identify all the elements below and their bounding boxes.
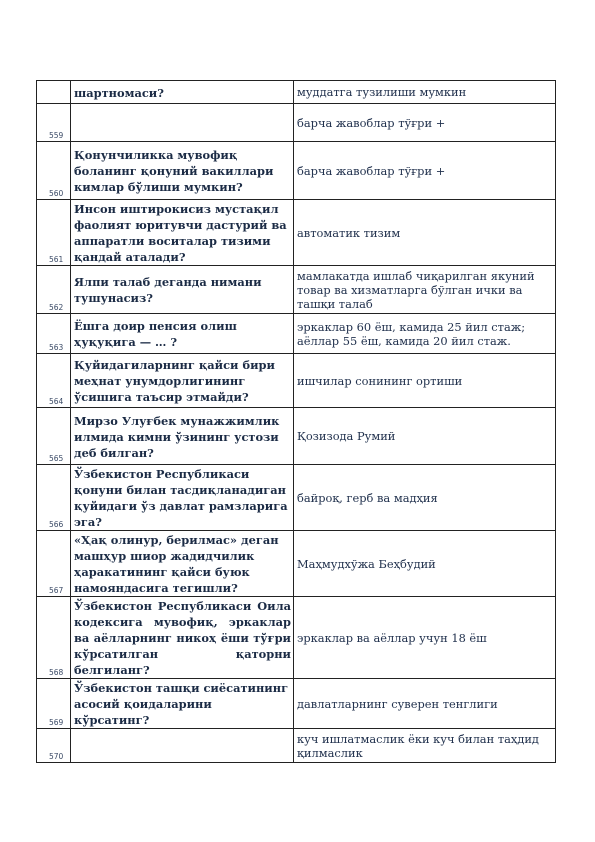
table-row <box>37 314 556 354</box>
question-cell: Инсон иштирокисиз мустақил фаолият юритувчи дастурий ва аппаратли воситалар тизими қандай аталади? <box>71 200 294 266</box>
answer-cell: муддатга тузилиши мумкин <box>294 81 556 104</box>
answer-cell: барча жавоблар тўғри + <box>294 104 556 142</box>
table-row <box>37 142 556 200</box>
row-number: 569 <box>37 679 71 729</box>
table-row <box>37 531 556 597</box>
question-cell: Ўзбекистон Республикаси қонуни билан тасдиқланадиган қуйидаги ўз давлат рамзларига эга? <box>71 465 294 531</box>
row-number: 567 <box>37 531 71 597</box>
question-cell: Ўзбекистон ташқи сиёсатининг асосий қоидаларини кўрсатинг? <box>71 679 294 729</box>
table-row <box>37 679 556 729</box>
row-number: 564 <box>37 354 71 408</box>
answer-cell: давлатларнинг суверен тенглиги <box>294 679 556 729</box>
row-number: 559 <box>37 104 71 142</box>
row-number: 566 <box>37 465 71 531</box>
row-number: 562 <box>37 266 71 314</box>
table-row <box>37 104 556 142</box>
table-row <box>37 266 556 314</box>
answer-cell: ишчилар сонининг ортиши <box>294 354 556 408</box>
table-row <box>37 408 556 465</box>
answer-cell: мамлакатда ишлаб чиқарилган якуний товар ва хизматларга бўлган ички ва ташқи талаб <box>294 266 556 314</box>
table-row <box>37 597 556 679</box>
answer-cell: автоматик тизим <box>294 200 556 266</box>
row-number: 570 <box>37 729 71 763</box>
question-cell: Қуйидагиларнинг қайси бири меҳнат унумдорлигининг ўсишига таъсир этмайди? <box>71 354 294 408</box>
row-number: 568 <box>37 597 71 679</box>
question-cell <box>71 104 294 142</box>
table-row <box>37 465 556 531</box>
row-number: 561 <box>37 200 71 266</box>
question-cell: Ўзбекистон Республикаси Оила кодексига мувофиқ, эркаклар ва аёлларнинг никоҳ ёши тўғри кўрсатилган қаторни белгиланг? <box>71 597 294 679</box>
answer-cell: Қозизода Румий <box>294 408 556 465</box>
answer-cell: Маҳмудхўжа Беҳбудий <box>294 531 556 597</box>
question-cell: Мирзо Улуғбек мунажжимлик илмида кимни ўзининг устози деб билган? <box>71 408 294 465</box>
answer-cell: байроқ, герб ва мадҳия <box>294 465 556 531</box>
answer-cell: куч ишлатмаслик ёки куч билан таҳдид қилмаслик <box>294 729 556 763</box>
row-number: 560 <box>37 142 71 200</box>
questions-table <box>36 80 556 763</box>
question-cell: Қонунчиликка мувофиқ боланинг қонуний вакиллари кимлар бўлиши мумкин? <box>71 142 294 200</box>
question-cell: Ёшга доир пенсия олиш ҳуқуқига — … ? <box>71 314 294 354</box>
row-number: 563 <box>37 314 71 354</box>
question-cell: Ялпи талаб деганда нимани тушунасиз? <box>71 266 294 314</box>
question-cell: шартномаси? <box>71 81 294 104</box>
question-cell <box>71 729 294 763</box>
table-row <box>37 354 556 408</box>
table-row <box>37 729 556 763</box>
answer-cell: барча жавоблар тўғри + <box>294 142 556 200</box>
answer-cell: эркаклар 60 ёш, камида 25 йил стаж; аёллар 55 ёш, камида 20 йил стаж. <box>294 314 556 354</box>
question-cell: «Ҳақ олинур, берилмас» деган машҳур шиор жадидчилик ҳаракатининг қайси буюк намояндасига тегишли? <box>71 531 294 597</box>
table-row <box>37 81 556 104</box>
row-number: 565 <box>37 408 71 465</box>
table-row <box>37 200 556 266</box>
row-number <box>37 81 71 104</box>
answer-cell: эркаклар ва аёллар учун 18 ёш <box>294 597 556 679</box>
